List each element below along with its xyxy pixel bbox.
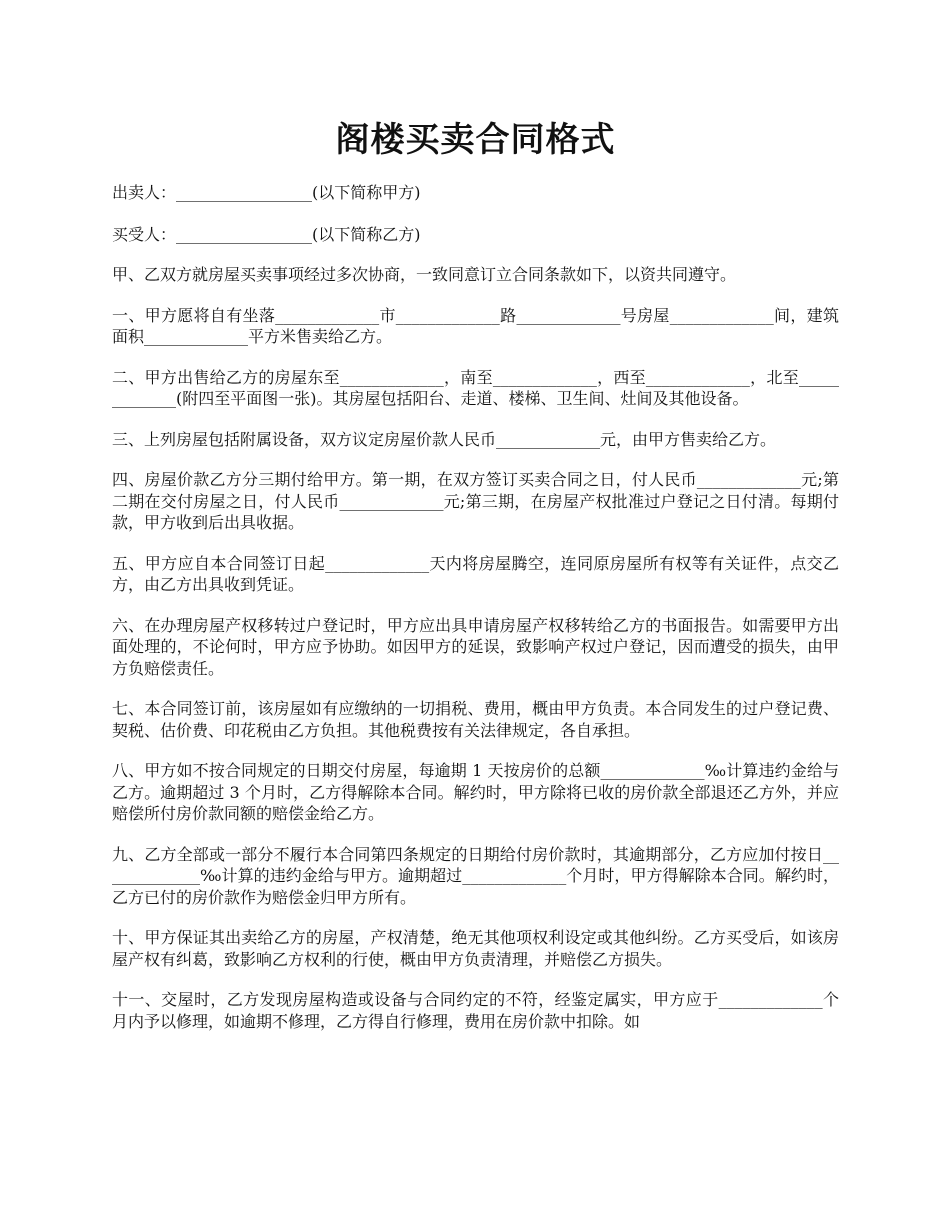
buyer-line: 买受人：_________________(以下简称乙方) (112, 224, 421, 244)
clause-3: 三、上列房屋包括附属设备，双方议定房屋价款人民币_____________元，由甲方售卖给乙方。 (112, 429, 777, 449)
clause-6: 六、在办理房屋产权移转过户登记时，甲方应出具申请房屋产权移转给乙方的书面报告。如需要甲方出面处理的，不论何时，甲方应予协助。如因甲方的延误，致影响产权过户登记，因而遭受的损失，由甲方负赔偿责任。 (112, 615, 839, 678)
clause-9: 九、乙方全部或一部分不履行本合同第四条规定的日期给付房价款时，其逾期部分，乙方应加付按日_____________‰计算的违约金给与甲方。逾期超过_____________个月时，甲方得解除本合同。解约时，乙方已付的房价款作为赔偿金归甲方所有。 (112, 844, 839, 907)
clause-11: 十一、交屋时，乙方发现房屋构造或设备与合同约定的不符，经鉴定属实，甲方应于_____________个月内予以修理，如逾期不修理，乙方得自行修理，费用在房价款中扣除。如 (112, 990, 839, 1031)
clause-1: 一、甲方愿将自有坐落_____________市_____________路_____________号房屋_____________间，建筑面积_____________平方米售卖给乙方。 (112, 305, 839, 346)
clause-5: 五、甲方应自本合同签订日起_____________天内将房屋腾空，连同原房屋所有权等有关证件，点交乙方，由乙方出具收到凭证。 (112, 553, 839, 594)
clause-2: 二、甲方出售给乙方的房屋东至_____________，南至_____________，西至_____________，北至_____________(附四至平面图一张)。其房屋包括阳台、走道、楼梯、卫生间、灶间及其他设备。 (112, 367, 839, 408)
clause-10: 十、甲方保证其出卖给乙方的房屋，产权清楚，绝无其他项权利设定或其他纠纷。乙方买受后，如该房屋产权有纠葛，致影响乙方权利的行使，概由甲方负责清理，并赔偿乙方损失。 (112, 928, 839, 969)
preamble: 甲、乙双方就房屋买卖事项经过多次协商，一致同意订立合同条款如下，以资共同遵守。 (112, 265, 737, 284)
clause-7: 七、本合同签订前，该房屋如有应缴纳的一切捐税、费用，概由甲方负责。本合同发生的过户登记费、契税、估价费、印花税由乙方负担。其他税费按有关法律规定，各自承担。 (112, 699, 839, 740)
clause-4: 四、房屋价款乙方分三期付给甲方。第一期，在双方签订买卖合同之日，付人民币_____________元;第二期在交付房屋之日，付人民币_____________元;第三期，在房屋产权批准过户登记之日付清。每期付款，甲方收到后出具收据。 (112, 470, 839, 532)
document-title: 阁楼买卖合同格式 (335, 120, 616, 160)
document-page (112, 0, 839, 1032)
seller-line: 出卖人：_________________(以下简称甲方) (112, 183, 421, 202)
clause-8: 八、甲方如不按合同规定的日期交付房屋，每逾期 1 天按房价的总额_____________‰计算违约金给与乙方。逾期超过 3 个月时，乙方得解除本合同。解约时，甲方除将已收的房价款全部退还乙方外，并应赔偿所付房价款同额的赔偿金给乙方。 (112, 761, 839, 823)
